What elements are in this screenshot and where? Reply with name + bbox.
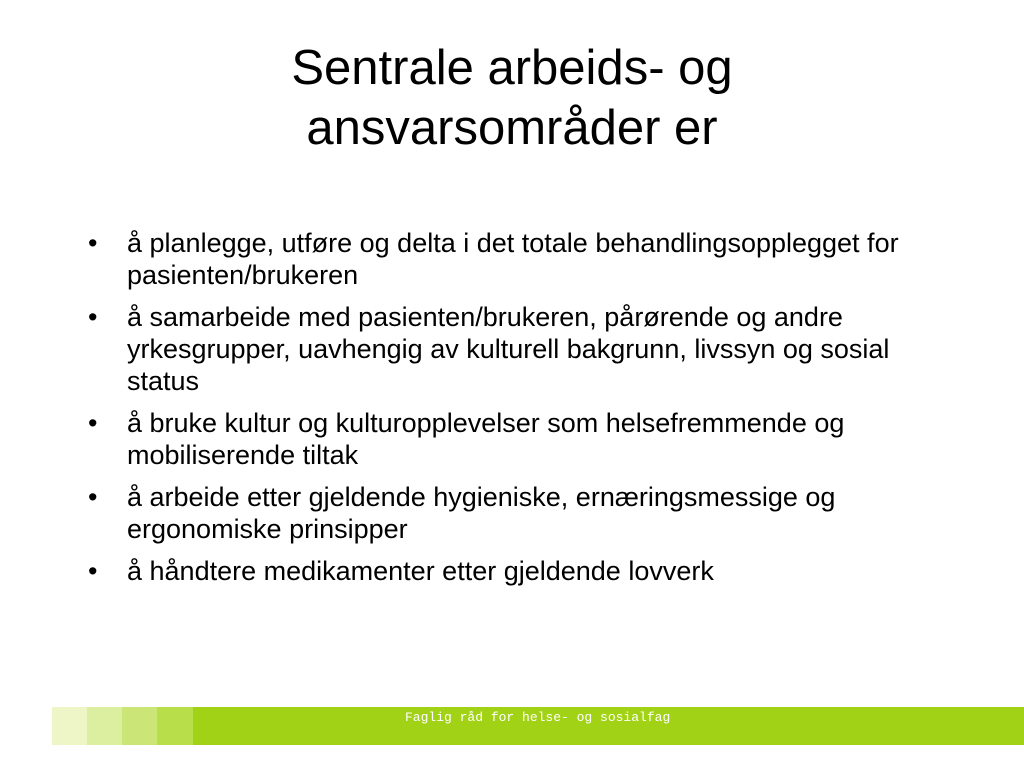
footer-segment-3 bbox=[122, 707, 157, 745]
footer-segment-4 bbox=[157, 707, 193, 745]
bullet-marker: • bbox=[88, 556, 98, 586]
bullet-text: å arbeide etter gjeldende hygieniske, ernæringsmessige og ergonomiske prinsipper bbox=[127, 482, 836, 544]
bullet-marker: • bbox=[88, 302, 98, 332]
footer-main-segment bbox=[193, 707, 1024, 745]
bullet-marker: • bbox=[88, 408, 98, 438]
bullet-text: å samarbeide med pasienten/brukeren, pårørende og andre yrkesgrupper, uavhengig av kulturell bakgrunn, livssyn og sosial status bbox=[127, 302, 890, 396]
slide-title-line-1: Sentrale arbeids- og bbox=[291, 41, 733, 95]
bullet-item bbox=[86, 301, 966, 397]
bullet-item bbox=[86, 227, 966, 291]
bullet-marker: • bbox=[88, 228, 98, 258]
bullet-text: å bruke kultur og kulturopplevelser som helsefremmende og mobiliserende tiltak bbox=[127, 408, 845, 470]
bullet-list bbox=[86, 227, 966, 597]
bullet-item bbox=[86, 555, 966, 587]
footer-text: Faglig råd for helse- og sosialfag bbox=[405, 710, 671, 725]
footer-bar bbox=[52, 707, 1024, 745]
bullet-item bbox=[86, 481, 966, 545]
bullet-text: å planlegge, utføre og delta i det totale behandlingsopplegget for pasienten/brukeren bbox=[127, 228, 899, 290]
slide-title bbox=[0, 38, 1024, 158]
bullet-marker: • bbox=[88, 482, 98, 512]
slide-title-line-2: ansvarsområder er bbox=[306, 101, 718, 155]
footer-segment-1 bbox=[52, 707, 87, 745]
bullet-item bbox=[86, 407, 966, 471]
footer-segment-2 bbox=[87, 707, 122, 745]
bullet-text: å håndtere medikamenter etter gjeldende lovverk bbox=[127, 556, 714, 586]
